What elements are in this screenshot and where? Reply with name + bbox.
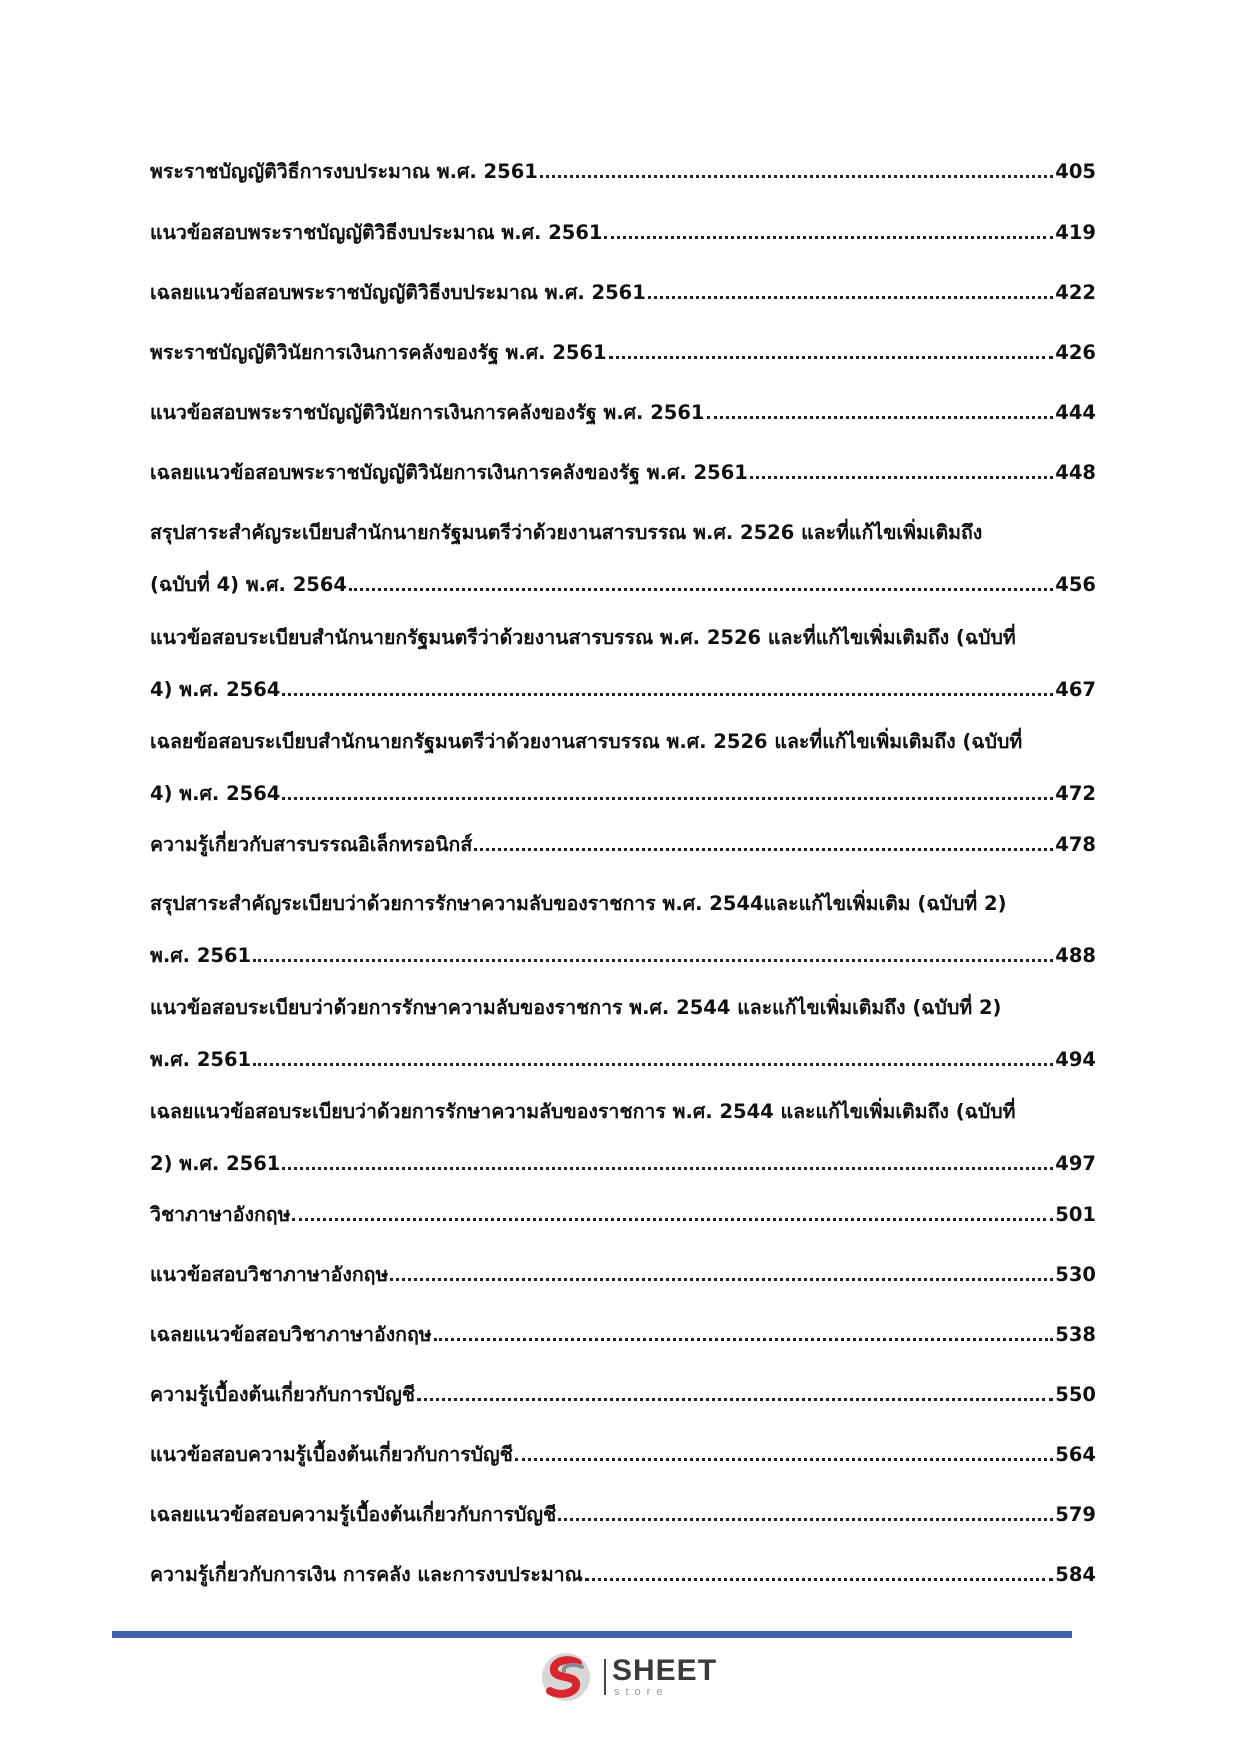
dot-leader (417, 1395, 1053, 1401)
toc-title-continued: 4) พ.ศ. 2564 (150, 678, 281, 701)
toc-page-number: 501 (1055, 1203, 1096, 1226)
toc-page-number: 497 (1055, 1152, 1096, 1175)
toc-title: พระราชบัญญัติวินัยการเงินการคลังของรัฐ พ.ศ. 2561 (150, 341, 607, 364)
toc-title: เฉลยแนวข้อสอบวิชาภาษาอังกฤษ (150, 1323, 432, 1346)
dot-leader (253, 1060, 1053, 1066)
toc-page-number: 456 (1055, 573, 1096, 596)
dot-leader (434, 1335, 1054, 1341)
toc-title: แนวข้อสอบระเบียบว่าด้วยการรักษาความลับของราชการ พ.ศ. 2544 และแก้ไขเพิ่มเติมถึง (ฉบับที่ 2) (150, 996, 1002, 1019)
toc-page-number: 564 (1055, 1443, 1096, 1466)
logo-brand-text: SHEET (612, 1654, 718, 1687)
dot-leader (707, 413, 1054, 419)
dot-leader (282, 794, 1053, 800)
dot-leader (750, 473, 1053, 479)
toc-entry[interactable] (150, 1440, 1096, 1470)
toc-page-number: 419 (1055, 221, 1096, 244)
toc-title-continued: พ.ศ. 2561 (150, 1048, 252, 1071)
toc-entry[interactable] (150, 1380, 1096, 1410)
toc-title: สรุปสาระสำคัญระเบียบสำนักนายกรัฐมนตรีว่าด้วยงานสารบรรณ พ.ศ. 2526 และที่แก้ไขเพิ่มเติมถึง (150, 521, 983, 544)
dot-leader (540, 172, 1053, 178)
toc-page-number: 478 (1055, 833, 1096, 856)
toc-page-number: 494 (1055, 1048, 1096, 1071)
dot-leader (585, 1575, 1054, 1581)
toc-title: เฉลยแนวข้อสอบพระราชบัญญัติวิธีงบประมาณ พ.ศ. 2561 (150, 281, 646, 304)
dot-leader (515, 1455, 1053, 1461)
toc-entry[interactable] (150, 338, 1096, 368)
dot-leader (282, 1164, 1053, 1170)
dot-leader (648, 293, 1053, 299)
toc-page-number: 444 (1055, 401, 1096, 424)
toc-title: พระราชบัญญัติวิธีการงบประมาณ พ.ศ. 2561 (150, 160, 538, 183)
toc-entry[interactable] (150, 889, 1096, 971)
toc-title: แนวข้อสอบระเบียบสำนักนายกรัฐมนตรีว่าด้วยงานสารบรรณ พ.ศ. 2526 และที่แก้ไขเพิ่มเติมถึง (ฉบับที่ (150, 626, 1016, 649)
toc-page-number: 405 (1055, 160, 1096, 183)
toc-entry[interactable] (150, 1500, 1096, 1530)
toc-title: แนวข้อสอบความรู้เบื้องต้นเกี่ยวกับการบัญชี (150, 1443, 513, 1466)
toc-title: เฉลยแนวข้อสอบความรู้เบื้องต้นเกี่ยวกับการบัญชี (150, 1503, 557, 1526)
toc-page-number: 584 (1055, 1563, 1096, 1586)
toc-entry[interactable] (150, 458, 1096, 488)
toc-title-continued: (ฉบับที่ 4) พ.ศ. 2564 (150, 573, 347, 596)
toc-entry[interactable] (150, 993, 1096, 1075)
toc-title: แนวข้อสอบวิชาภาษาอังกฤษ (150, 1263, 389, 1286)
toc-title: สรุปสาระสำคัญระเบียบว่าด้วยการรักษาความลับของราชการ พ.ศ. 2544และแก้ไขเพิ่มเติม (ฉบับที่ 2) (150, 892, 1007, 915)
toc-entry[interactable] (150, 623, 1096, 705)
toc-title: แนวข้อสอบพระราชบัญญัติวิธีงบประมาณ พ.ศ. 2561 (150, 221, 603, 244)
toc-entry[interactable] (150, 1260, 1096, 1290)
toc-title: เฉลยแนวข้อสอบพระราชบัญญัติวินัยการเงินการคลังของรัฐ พ.ศ. 2561 (150, 461, 748, 484)
sheet-store-logo-icon (540, 1651, 596, 1703)
toc-page-number: 422 (1055, 281, 1096, 304)
toc-entry[interactable] (150, 1560, 1096, 1590)
dot-leader (474, 845, 1053, 851)
dot-leader (604, 233, 1053, 239)
toc-entry[interactable] (150, 398, 1096, 428)
dot-leader (390, 1275, 1053, 1281)
sheet-store-logo (540, 1651, 718, 1703)
toc-page-number: 472 (1055, 782, 1096, 805)
toc-entry[interactable] (150, 1097, 1096, 1179)
toc-title: เฉลยแนวข้อสอบระเบียบว่าด้วยการรักษาความลับของราชการ พ.ศ. 2544 และแก้ไขเพิ่มเติมถึง (ฉบับที่ (150, 1100, 1016, 1123)
footer-rule (112, 1631, 1072, 1638)
toc-page-number: 550 (1055, 1383, 1096, 1406)
toc-title-continued: 4) พ.ศ. 2564 (150, 782, 281, 805)
toc-page-number: 426 (1055, 341, 1096, 364)
toc-page-number: 448 (1055, 461, 1096, 484)
toc-title: วิชาภาษาอังกฤษ (150, 1203, 291, 1226)
logo-separator (604, 1659, 606, 1695)
dot-leader (292, 1215, 1053, 1221)
toc-entry[interactable] (150, 1200, 1096, 1230)
toc-page-number: 488 (1055, 944, 1096, 967)
toc-title-continued: พ.ศ. 2561 (150, 944, 252, 967)
dot-leader (558, 1515, 1053, 1521)
toc-page-number: 538 (1055, 1323, 1096, 1346)
toc-entry[interactable] (150, 830, 1096, 860)
toc-title-continued: 2) พ.ศ. 2561 (150, 1152, 281, 1175)
toc-entry[interactable] (150, 1320, 1096, 1350)
toc-entry[interactable] (150, 518, 1096, 600)
toc-title: แนวข้อสอบพระราชบัญญัติวินัยการเงินการคลังของรัฐ พ.ศ. 2561 (150, 401, 705, 424)
toc-entry[interactable] (150, 278, 1096, 308)
toc-entry[interactable] (150, 218, 1096, 248)
dot-leader (282, 690, 1053, 696)
toc-page-number: 467 (1055, 678, 1096, 701)
toc-title: ความรู้เบื้องต้นเกี่ยวกับการบัญชี (150, 1383, 416, 1406)
toc-entry[interactable] (150, 727, 1096, 809)
toc-title: ความรู้เกี่ยวกับสารบรรณอิเล็กทรอนิกส์ (150, 833, 473, 856)
dot-leader (609, 353, 1054, 359)
dot-leader (253, 956, 1053, 962)
toc-page-number: 530 (1055, 1263, 1096, 1286)
dot-leader (349, 585, 1053, 591)
toc-title: เฉลยข้อสอบระเบียบสำนักนายกรัฐมนตรีว่าด้วยงานสารบรรณ พ.ศ. 2526 และที่แก้ไขเพิ่มเติมถึง (ฉบับที่ (150, 730, 1023, 753)
toc-page-number: 579 (1055, 1503, 1096, 1526)
toc-entry[interactable] (150, 157, 1096, 187)
logo-brand-subtext: store (614, 1686, 669, 1698)
toc-title: ความรู้เกี่ยวกับการเงิน การคลัง และการงบประมาณ (150, 1563, 583, 1586)
